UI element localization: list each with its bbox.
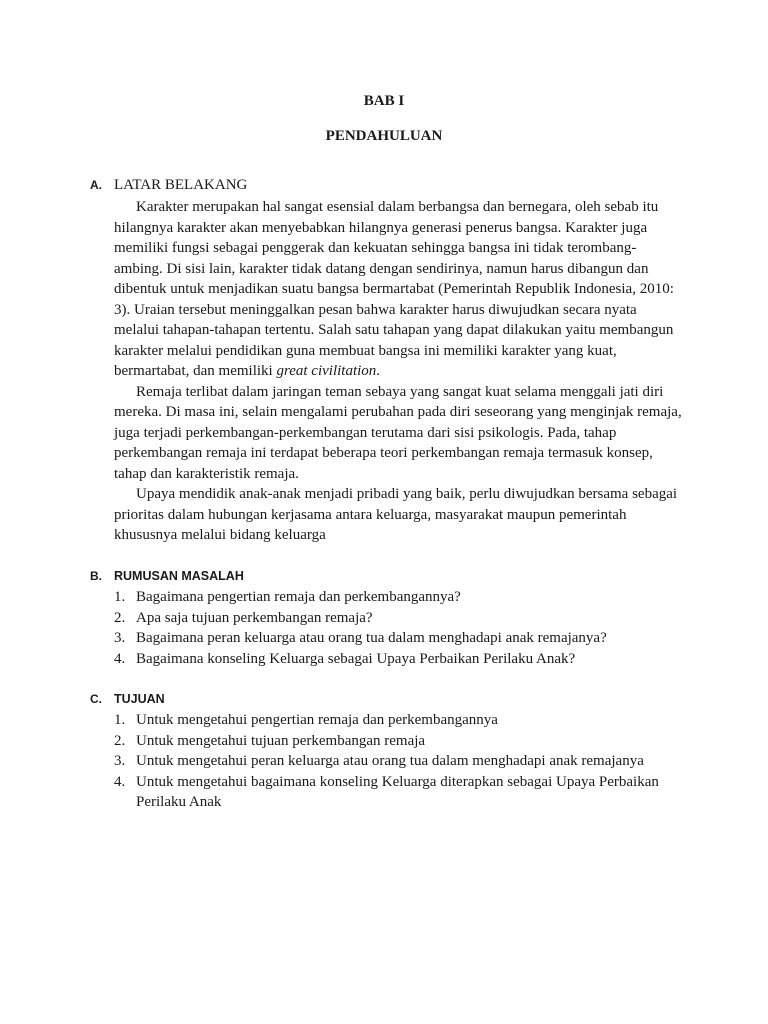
section-b-heading bbox=[90, 569, 244, 583]
list-item-number: 4. bbox=[114, 773, 126, 790]
section-b-title: RUMUSAN MASALAH bbox=[114, 569, 244, 583]
list-item-text: Apa saja tujuan perkembangan remaja? bbox=[136, 609, 373, 626]
list-item bbox=[114, 710, 684, 731]
paragraph-2: Remaja terlibat dalam jaringan teman sebaya yang sangat kuat selama menggali jati diri mereka. Di masa ini, selain mengalami perubahan pada diri seseorang yang menginjak remaja, juga terjadi perkembangan-perkembangan terutama dari sisi psikologis. Pada, tahap perkembangan remaja ini terdapat beberapa teori perkembangan remaja termasuk konsep, tahap dan karakteristik remaja. bbox=[114, 383, 682, 482]
list-item-number: 1. bbox=[114, 712, 126, 728]
paragraph-1-end: . bbox=[376, 363, 381, 379]
list-item-text: Bagaimana konseling Keluarga sebagai Upaya Perbaikan Perilaku Anak? bbox=[136, 650, 576, 667]
section-c-letter: C. bbox=[90, 692, 102, 706]
list-item bbox=[114, 628, 684, 649]
chapter-title: PENDAHULUAN bbox=[325, 128, 443, 144]
paragraph-3: Upaya mendidik anak-anak menjadi pribadi yang baik, perlu diwujudkan bersama sebagai prioritas dalam hubungan kerjasama antara keluarga, masyarakat maupun pemerintah khususnya melalui bidang keluarga bbox=[114, 486, 678, 543]
list-item-text: Bagaimana peran keluarga atau orang tua dalam menghadapi anak remajanya? bbox=[136, 630, 607, 646]
section-a-body bbox=[114, 197, 684, 546]
section-a-heading bbox=[90, 177, 247, 194]
section-b-letter: B. bbox=[90, 569, 102, 583]
section-c-title: TUJUAN bbox=[114, 692, 165, 706]
section-c-heading bbox=[90, 692, 165, 706]
list-item bbox=[114, 587, 684, 608]
list-item-number: 3. bbox=[114, 753, 126, 769]
list-item-number: 2. bbox=[114, 609, 126, 626]
paragraph-1 bbox=[114, 197, 684, 382]
list-item-number: 4. bbox=[114, 650, 126, 667]
list-item bbox=[114, 649, 684, 670]
section-a-title: LATAR BELAKANG bbox=[114, 177, 248, 193]
list-item-text: Bagaimana pengertian remaja dan perkembangannya? bbox=[136, 589, 461, 605]
section-a-letter: A. bbox=[90, 178, 102, 192]
section-b-list bbox=[114, 587, 684, 669]
list-item bbox=[114, 731, 684, 752]
paragraph-1-text: Karakter merupakan hal sangat esensial dalam berbangsa dan bernegara, oleh sebab itu hilangnya karakter akan menyebabkan hilangnya generasi penerus bangsa. Karakter juga memiliki fungsi sebagai penggerak dan kekuatan sehingga bangsa ini tidak terombang-ambing. Di sisi lain, karakter tidak datang dengan sendirinya, namun harus dibangun dan dibentuk untuk menjadikan suatu bangsa bermartabat (Pemerintah Republik Indonesia, 2010: 3). Uraian tersebut meninggalkan pesan bahwa karakter harus diwujudkan secara nyata melalui tahapan-tahapan tertentu. Salah satu tahapan yang dapat dilakukan yaitu membangun karakter melalui pendidikan guna membuat bangsa ini memiliki karakter yang kuat, bermartabat, dan memiliki bbox=[114, 199, 674, 379]
list-item bbox=[114, 772, 684, 813]
list-item bbox=[114, 608, 684, 629]
section-c-list bbox=[114, 710, 684, 813]
list-item-text: Untuk mengetahui pengertian remaja dan perkembangannya bbox=[136, 712, 498, 728]
list-item-text: Untuk mengetahui bagaimana konseling Keluarga diterapkan sebagai Upaya Perbaikan Perilaku Anak bbox=[136, 773, 659, 810]
list-item-number: 1. bbox=[114, 589, 126, 605]
list-item bbox=[114, 751, 684, 772]
list-item-number: 2. bbox=[114, 732, 126, 749]
chapter-number: BAB I bbox=[363, 93, 405, 109]
list-item-text: Untuk mengetahui tujuan perkembangan remaja bbox=[136, 732, 426, 749]
paragraph-1-italic: great civilitation bbox=[276, 363, 377, 379]
list-item-number: 3. bbox=[114, 630, 126, 646]
list-item-text: Untuk mengetahui peran keluarga atau orang tua dalam menghadapi anak remajanya bbox=[136, 753, 644, 769]
